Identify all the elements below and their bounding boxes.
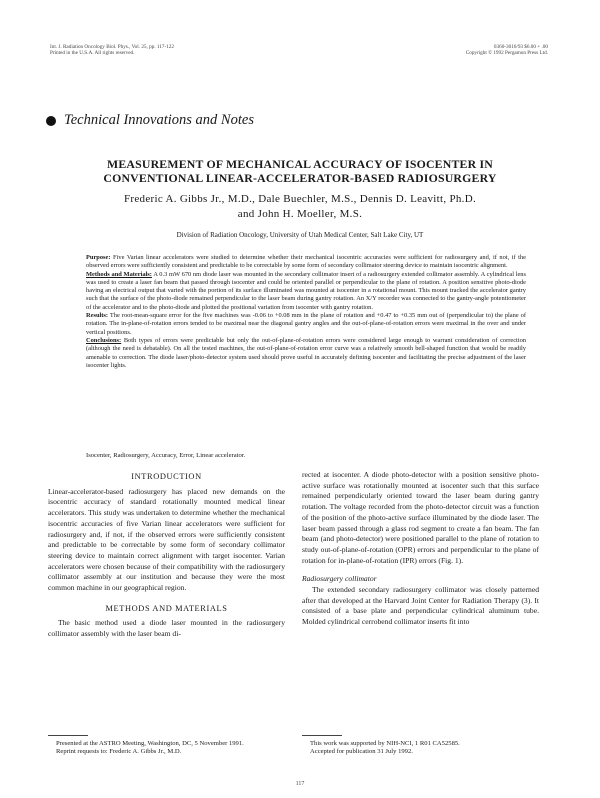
abstract-results xyxy=(86,312,526,337)
introduction-heading: INTRODUCTION xyxy=(131,472,202,481)
footnote-presented: Presented at the ASTRO Meeting, Washington, DC, 5 November 1991. xyxy=(56,740,244,747)
abstract xyxy=(86,254,526,370)
footnote-reprints: Reprint requests to: Frederic A. Gibbs Jr., M.D. xyxy=(56,748,182,756)
methods-label: Methods and Materials: xyxy=(86,270,152,278)
abstract-conclusions xyxy=(86,337,526,370)
author-list xyxy=(40,192,560,222)
copyright-block xyxy=(466,44,548,57)
keywords: Isocenter, Radiosurgery, Accuracy, Error, Linear accelerator. xyxy=(86,452,246,459)
page-number: 117 xyxy=(295,781,305,787)
continued-paragraph: rected at isocenter. A diode photo-detector with a position sensitive photo-active surface was rotationally mounted at isocenter such that this surface remained perpendicularly oriented toward the laser beam during gantry rotation. The voltage recorded from the photo-detector circuit was a function of the position of the photo-active surface illuminated by the diode laser. The laser beam passed through a glass rod segment to create a fan beam. The fan beam (and photo-detector) were positioned parallel to the plane of rotation to study out-of-plane-of-rotation (OPR) errors and perpendicular to the plane of rotation for in-plane-of-rotation (IPR) errors (Fig. 1). xyxy=(302,470,539,565)
results-label: Results: xyxy=(86,312,109,320)
footnote-divider-right xyxy=(302,735,342,736)
abstract-purpose xyxy=(86,254,526,271)
purpose-label: Purpose: xyxy=(86,254,111,261)
issn-line: 0360-3016/93 $6.00 + .00 xyxy=(493,44,548,50)
title-line-2: CONVENTIONAL LINEAR-ACCELERATOR-BASED RADIOSURGERY xyxy=(103,171,497,185)
introduction-paragraph: Linear-accelerator-based radiosurgery has placed new demands on the isocentric accuracy of standard rotationally mounted medical linear accelerators. This study was undertaken to determine whether the mechanical isocentric accuracies of five Varian linear accelerators were sufficient for radiosurgery and, if not, if the observed errors were sufficiently consistent and predictable to be correctable by some form of secondary collimator steering device to maintain correct alignment with target isocenter. Varian accelerators were chosen because of their compatibility with the radiosurgery collimator assembly at our institution and because they were the most common machine in our geographical region. xyxy=(48,486,285,593)
footnote-support: This work was supported by NIH-NCI, 1 R01 CA52585. xyxy=(310,740,460,747)
bullet-icon xyxy=(46,116,56,126)
purpose-text: Five Varian linear accelerators were studied to determine whether their mechanical isocentric accuracies were sufficient for radiosurgery and, if not, if the observed errors were sufficiently consistent and predictable to be correctable by some form of secondary collimator steering device to maintain isocentric alignment. xyxy=(86,254,526,270)
title-line-1: MEASUREMENT OF MECHANICAL ACCURACY OF ISOCENTER IN xyxy=(106,157,493,171)
methods-heading: METHODS AND MATERIALS xyxy=(105,603,228,613)
authors-line-1: Frederic A. Gibbs Jr., M.D., Dale Buechler, M.S., Dennis D. Leavitt, Ph.D. xyxy=(123,193,477,205)
conclusions-text: Both types of errors were predictable but only the out-of-plane-of-rotation errors were considered large enough to warrant consideration of correction (although the need is debatable). On all the tested machines, the out-of-plane-of-rotation error curve was a relatively smooth bell-shaped function that would be readily amenable to correction. The diode laser/photo-detector system used should prove useful in accurately defining isocenter and facilitating the precise adjustment of the laser isocenter lights. xyxy=(86,336,526,369)
section-heading xyxy=(46,112,254,129)
abstract-methods xyxy=(86,271,526,312)
methods-paragraph: The basic method used a diode laser mounted in the radiosurgery collimator assembly with the laser beam di- xyxy=(48,618,285,639)
citation-line-1: Int. J. Radiation Oncology Biol. Phys., Vol. 25, pp. 117-122 xyxy=(50,44,174,50)
footnote-accepted: Accepted for publication 31 July 1992. xyxy=(310,748,413,756)
journal-citation xyxy=(50,44,174,57)
results-text: The root-mean-square error for the five machines was -0.06 to +0.08 mm in the plane of rotation and +0.47 to +0.35 mm out of (perpendicular to) the plane of rotation. The in-plane-of-rotation errors tended to be maximal near the diagonal gantry angles and the out-of-plane-of-rotation errors were maximal in the over and under vertical positions. xyxy=(86,312,526,336)
affiliation: Division of Radiation Oncology, University of Utah Medical Center, Salt Lake City, UT xyxy=(176,231,424,239)
collimator-paragraph: The extended secondary radiosurgery collimator was closely patterned after that developed at the Harvard Joint Center for Radiation Therapy (3). It consisted of a base plate and perpendicular cylindrical aluminum tube. Molded cylindrical cerrobend collimator inserts fit into xyxy=(302,585,539,627)
methods-text: A 0.3 mW 670 nm diode laser was mounted in the secondary collimator insert of a radiosurgery extended collimator assembly. A cylindrical lens was used to create a laser fan beam that passed through isocenter and could be oriented parallel or perpendicular to the plane of rotation. A position sensitive photo-diode having an electrical output that varied with the portion of its surface illuminated was mounted at isocenter in a rotational mount. This mount tracked the accelerator gantry such that the surface of the photo-diode remained perpendicular to the laser beam during gantry rotation. An X/Y recorder was connected to the gantry-angle potentiometer of the accelerator and to the photo-diode and plotted the positional variation from isocenter with gantry rotation. xyxy=(86,270,526,311)
collimator-subheading: Radiosurgery collimator xyxy=(302,574,377,584)
right-column xyxy=(302,470,539,628)
footnotes-left xyxy=(48,740,285,757)
citation-line-2: Printed in the U.S.A. All rights reserved. xyxy=(50,50,135,57)
copyright-line: Copyright © 1992 Pergamon Press Ltd. xyxy=(465,50,548,57)
footnote-divider-left xyxy=(48,735,88,736)
section-title: Technical Innovations and Notes xyxy=(64,112,254,128)
conclusions-label: Conclusions: xyxy=(86,336,122,344)
authors-line-2: and John H. Moeller, M.S. xyxy=(237,208,363,220)
left-column xyxy=(48,470,285,640)
article-title xyxy=(60,157,540,185)
footnotes-right xyxy=(302,740,539,757)
